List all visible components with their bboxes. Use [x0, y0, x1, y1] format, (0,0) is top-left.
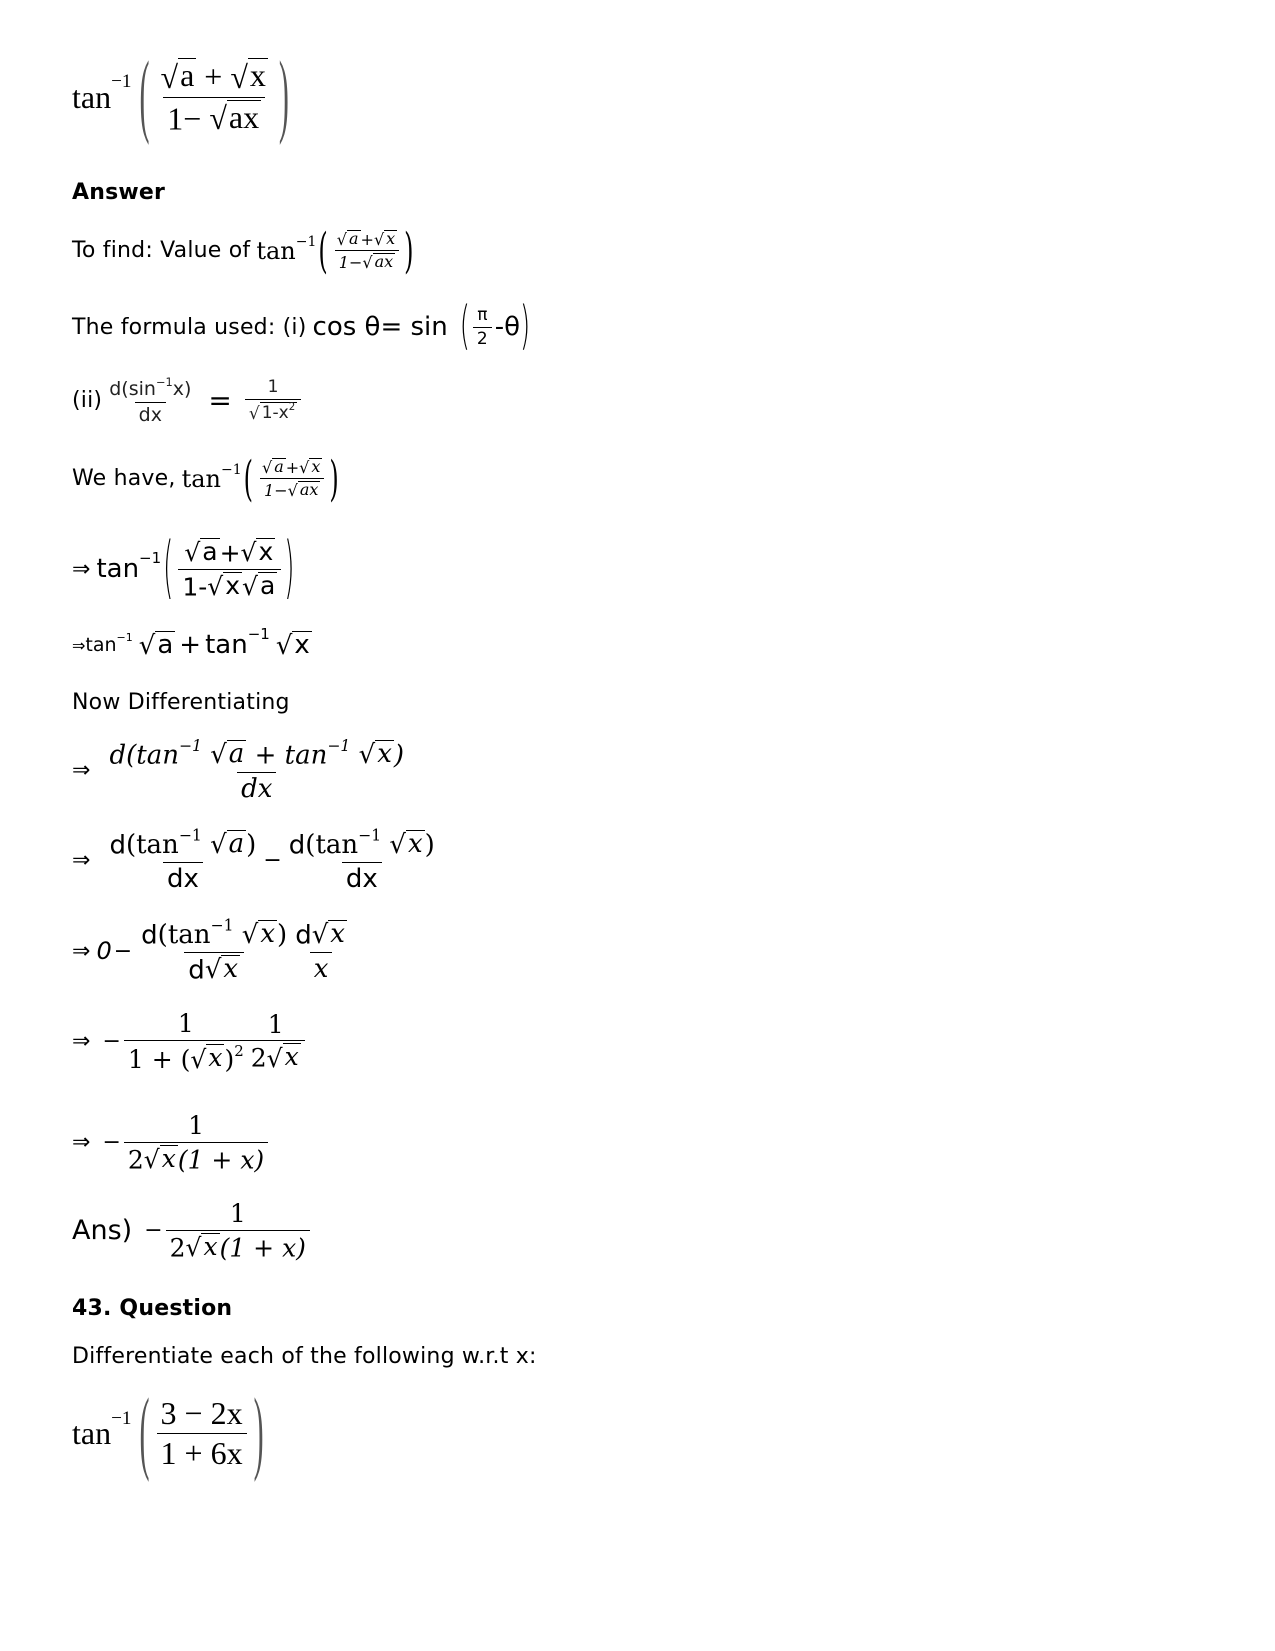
question-expression-top	[72, 44, 289, 147]
formula-ii-label: (ii)	[72, 388, 103, 414]
formula-line-i: The formula used: (i) cos θ= sin ( $\frac{\pi}{2}$ - θ )	[72, 297, 531, 358]
step-4: ⇒ $d(\tan^{-1}$ √ a ) dx − $d(\tan^{-1}$ √ x ) dx	[72, 827, 435, 895]
step-2: ⇒ tan $^{-1}$ √ a + tan −1 √ x	[72, 625, 310, 662]
answer-heading: Answer	[72, 180, 166, 205]
step-3: ⇒ $d(\tan^{-1}$ √ a + $\tan^{-1}$ √ x ) dx	[72, 737, 405, 805]
final-answer: Ans) − 1 2 √ x (1 + x)	[72, 1200, 313, 1261]
question-text: Differentiate each of the following w.r.t x:	[72, 1344, 537, 1369]
right-paren: )	[278, 44, 289, 147]
question-heading: 43. Question	[72, 1296, 233, 1321]
step-7: ⇒ − 1 2 √ x (1 + x)	[72, 1112, 271, 1173]
left-paren: (	[139, 44, 150, 147]
step-5: ⇒ 0 − $d(\tan^{-1}$ √ x ) d √ x d √ x x	[72, 917, 345, 986]
to-find-label: To find: Value of	[72, 238, 251, 264]
step-6: ⇒ − 1 1 + ( √ x )$^2$ 1 2 √ x	[72, 1010, 308, 1073]
inverse-exponent: −1	[111, 71, 132, 93]
question-expression-bottom: tan $^{-1}$ ( $\frac{3 - 2x}{1 + 6x}$ )	[72, 1380, 264, 1484]
formula-line-ii: (ii) $\frac{d(\sin^{-1}x)}{dx}$ = 1 √ $1-x^2$	[72, 376, 304, 426]
tan-label: tan	[72, 78, 112, 115]
fraction: √ a + √ x 1− √ ax	[160, 57, 266, 137]
we-have-label: We have,	[72, 466, 176, 492]
formula-i-text: cos θ= sin	[312, 312, 448, 343]
to-find-line: To find: Value of tan −1 ( √ a + √ x 1− √ ax )	[72, 222, 414, 279]
formula-label: The formula used: (i)	[72, 314, 307, 340]
we-have-line: We have, tan −1 ( √ a + √ x 1− √ ax )	[72, 450, 339, 507]
now-differentiating: Now Differentiating	[72, 690, 290, 715]
ans-label: Ans)	[72, 1215, 133, 1247]
step-1: ⇒ tan −1 ( √ a + √ x 1- √ x √ a )	[72, 530, 295, 609]
